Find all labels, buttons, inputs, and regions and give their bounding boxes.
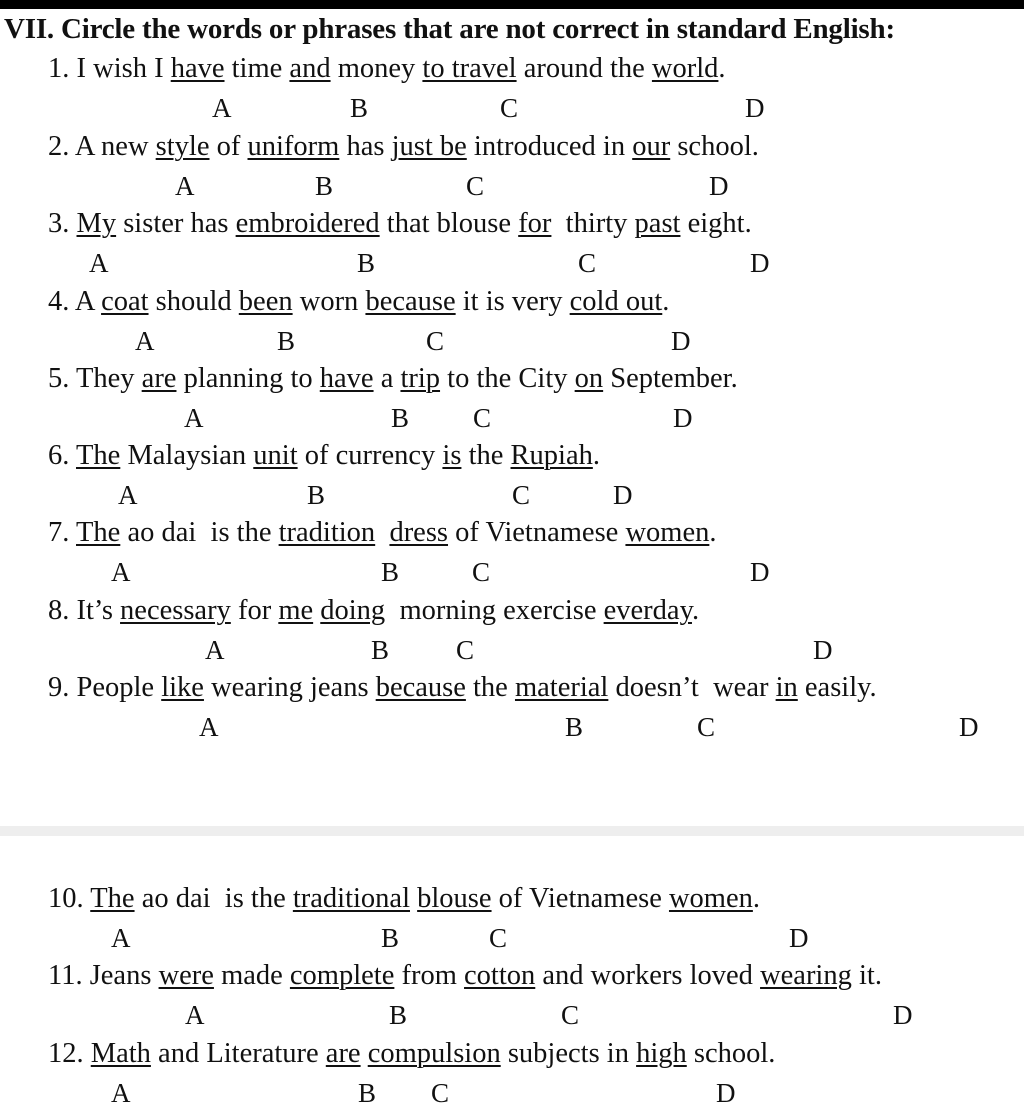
underlined-option[interactable]: our bbox=[632, 131, 671, 162]
option-label-a: A bbox=[205, 635, 225, 665]
option-label-c: C bbox=[697, 712, 716, 742]
option-label-a: A bbox=[135, 326, 155, 356]
sentence-text: to the City bbox=[440, 363, 575, 394]
option-label-d: D bbox=[750, 557, 770, 587]
option-label-d: D bbox=[750, 248, 770, 278]
underlined-option[interactable]: cold out bbox=[569, 286, 663, 317]
underlined-option[interactable]: unit bbox=[253, 440, 298, 471]
option-label-b: B bbox=[381, 923, 400, 953]
option-label-a: A bbox=[89, 248, 109, 278]
sentence-text: 8. It’s bbox=[48, 595, 121, 626]
sentence-text: school. bbox=[670, 131, 759, 162]
sentence-text: 1. I wish I bbox=[48, 53, 171, 84]
underlined-option[interactable]: dress bbox=[389, 517, 449, 548]
sentence-text: a bbox=[373, 363, 401, 394]
question-11 bbox=[48, 960, 882, 992]
option-label-b: B bbox=[350, 93, 369, 123]
underlined-option[interactable]: on bbox=[574, 363, 604, 394]
underlined-option[interactable]: The bbox=[76, 440, 121, 471]
underlined-option[interactable]: compulsion bbox=[367, 1038, 501, 1069]
underlined-option[interactable]: because bbox=[365, 286, 456, 317]
option-label-d: D bbox=[709, 171, 729, 201]
underlined-option[interactable]: past bbox=[634, 208, 681, 239]
option-label-b: B bbox=[389, 1000, 408, 1030]
sentence-text: wearing jeans bbox=[203, 672, 376, 703]
sentence-text: 7. bbox=[48, 517, 76, 548]
underlined-option[interactable]: Rupiah bbox=[510, 440, 593, 471]
option-label-c: C bbox=[489, 923, 508, 953]
question-9 bbox=[48, 672, 877, 704]
question-4 bbox=[48, 286, 669, 318]
underlined-option[interactable]: are bbox=[141, 363, 177, 394]
sentence-text: 3. bbox=[48, 208, 77, 239]
option-label-d: D bbox=[959, 712, 979, 742]
sentence-text: ao dai is the bbox=[120, 517, 279, 548]
sentence-text: the bbox=[461, 440, 511, 471]
sentence-text: . bbox=[691, 595, 700, 626]
sentence-text: ao dai is the bbox=[134, 883, 293, 914]
option-label-d: D bbox=[716, 1078, 736, 1108]
question-3 bbox=[48, 208, 752, 240]
sentence-text: 10. bbox=[48, 883, 91, 914]
option-label-c: C bbox=[500, 93, 519, 123]
option-label-d: D bbox=[813, 635, 833, 665]
sentence-text: money bbox=[330, 53, 423, 84]
option-label-a: A bbox=[111, 923, 131, 953]
underlined-option[interactable]: and bbox=[289, 53, 331, 84]
sentence-text: of Vietnamese bbox=[448, 517, 626, 548]
option-label-b: B bbox=[391, 403, 410, 433]
option-label-d: D bbox=[671, 326, 691, 356]
option-label-b: B bbox=[565, 712, 584, 742]
option-label-a: A bbox=[199, 712, 219, 742]
sentence-text: 4. A bbox=[48, 286, 102, 317]
option-label-d: D bbox=[745, 93, 765, 123]
option-label-c: C bbox=[426, 326, 445, 356]
option-label-c: C bbox=[578, 248, 597, 278]
sentence-text: . bbox=[718, 53, 726, 84]
question-6 bbox=[48, 440, 600, 472]
underlined-option[interactable]: embroidered bbox=[235, 208, 380, 239]
underlined-option[interactable]: world bbox=[651, 53, 719, 84]
sentence-text bbox=[375, 517, 389, 548]
sentence-text: it. bbox=[851, 960, 882, 991]
option-label-c: C bbox=[431, 1078, 450, 1108]
underlined-option[interactable]: coat bbox=[101, 286, 149, 317]
underlined-option[interactable]: were bbox=[158, 960, 214, 991]
underlined-option[interactable]: women bbox=[625, 517, 710, 548]
underlined-option[interactable]: is bbox=[442, 440, 462, 471]
sentence-text: sister has bbox=[116, 208, 236, 239]
exercise-title: VII. Circle the words or phrases that are not correct in standard English: bbox=[4, 13, 895, 45]
question-1 bbox=[48, 53, 726, 85]
underlined-option[interactable]: complete bbox=[289, 960, 395, 991]
underlined-option[interactable]: Math bbox=[90, 1038, 151, 1069]
option-label-c: C bbox=[472, 557, 491, 587]
sentence-text: that blouse bbox=[379, 208, 519, 239]
option-label-b: B bbox=[277, 326, 296, 356]
page-separator bbox=[0, 826, 1024, 836]
underlined-option[interactable]: everday bbox=[603, 595, 692, 626]
question-7 bbox=[48, 517, 716, 549]
option-label-a: A bbox=[212, 93, 232, 123]
sentence-text: . bbox=[662, 286, 670, 317]
sentence-text: eight. bbox=[680, 208, 752, 239]
underlined-option[interactable]: tradition bbox=[278, 517, 376, 548]
option-label-d: D bbox=[613, 480, 633, 510]
option-label-d: D bbox=[893, 1000, 913, 1030]
sentence-text: and Literature bbox=[150, 1038, 326, 1069]
option-label-b: B bbox=[358, 1078, 377, 1108]
underlined-option[interactable]: been bbox=[238, 286, 293, 317]
option-label-a: A bbox=[184, 403, 204, 433]
underlined-option[interactable]: have bbox=[170, 53, 225, 84]
sentence-text: subjects in bbox=[500, 1038, 637, 1069]
option-label-c: C bbox=[512, 480, 531, 510]
sentence-text: of currency bbox=[297, 440, 443, 471]
sentence-text: easily. bbox=[797, 672, 877, 703]
sentence-text: 6. bbox=[48, 440, 76, 471]
option-label-d: D bbox=[789, 923, 809, 953]
underlined-option[interactable]: high bbox=[636, 1038, 687, 1069]
sentence-text: morning exercise bbox=[385, 595, 604, 626]
sentence-text: it is very bbox=[455, 286, 570, 317]
underlined-option[interactable]: to travel bbox=[422, 53, 517, 84]
sentence-text: thirty bbox=[551, 208, 635, 239]
underlined-option[interactable]: The bbox=[76, 517, 121, 548]
sentence-text: around the bbox=[516, 53, 652, 84]
sentence-text: . bbox=[709, 517, 717, 548]
sentence-text: introduced in bbox=[466, 131, 633, 162]
underlined-option[interactable]: wearing bbox=[760, 960, 852, 991]
underlined-option[interactable]: in bbox=[775, 672, 798, 703]
sentence-text: school. bbox=[686, 1038, 776, 1069]
sentence-text: worn bbox=[292, 286, 366, 317]
sentence-text: planning to bbox=[176, 363, 320, 394]
sentence-text: and workers loved bbox=[535, 960, 761, 991]
underlined-option[interactable]: cotton bbox=[464, 960, 536, 991]
sentence-text: for bbox=[230, 595, 279, 626]
sentence-text: 9. People bbox=[48, 672, 162, 703]
underlined-option[interactable]: traditional bbox=[292, 883, 410, 914]
underlined-option[interactable]: me bbox=[278, 595, 314, 626]
underlined-option[interactable]: women bbox=[668, 883, 753, 914]
underlined-option[interactable]: blouse bbox=[417, 883, 492, 914]
option-label-c: C bbox=[561, 1000, 580, 1030]
sentence-text bbox=[361, 1038, 368, 1069]
underlined-option[interactable]: trip bbox=[400, 363, 441, 394]
underlined-option[interactable]: are bbox=[325, 1038, 361, 1069]
question-8 bbox=[48, 595, 699, 627]
underlined-option[interactable]: necessary bbox=[120, 595, 231, 626]
question-2 bbox=[48, 131, 759, 163]
option-label-b: B bbox=[315, 171, 334, 201]
option-label-c: C bbox=[466, 171, 485, 201]
underlined-option[interactable]: doing bbox=[320, 595, 386, 626]
option-label-a: A bbox=[175, 171, 195, 201]
option-label-a: A bbox=[111, 1078, 131, 1108]
option-label-a: A bbox=[118, 480, 138, 510]
underlined-option[interactable]: for bbox=[518, 208, 552, 239]
sentence-text: 2. A new bbox=[48, 131, 156, 162]
underlined-option[interactable]: uniform bbox=[247, 131, 340, 162]
sentence-text: time bbox=[224, 53, 290, 84]
option-label-a: A bbox=[185, 1000, 205, 1030]
option-label-c: C bbox=[456, 635, 475, 665]
option-label-d: D bbox=[673, 403, 693, 433]
underlined-option[interactable]: My bbox=[76, 208, 117, 239]
sentence-text: the bbox=[465, 672, 515, 703]
underlined-option[interactable]: just be bbox=[391, 131, 467, 162]
sentence-text: 11. Jeans bbox=[48, 960, 159, 991]
sentence-text: doesn’t wear bbox=[608, 672, 776, 703]
sentence-text: . bbox=[752, 883, 760, 914]
sentence-text: Malaysian bbox=[120, 440, 254, 471]
sentence-text: from bbox=[394, 960, 465, 991]
sentence-text: of bbox=[209, 131, 248, 162]
sentence-text: 12. bbox=[48, 1038, 91, 1069]
option-label-a: A bbox=[111, 557, 131, 587]
sentence-text: of Vietnamese bbox=[491, 883, 669, 914]
option-label-b: B bbox=[371, 635, 390, 665]
sentence-text: 5. They bbox=[48, 363, 142, 394]
option-label-c: C bbox=[473, 403, 492, 433]
underlined-option[interactable]: The bbox=[90, 883, 135, 914]
sentence-text: . bbox=[592, 440, 600, 471]
option-label-b: B bbox=[307, 480, 326, 510]
sentence-text: should bbox=[148, 286, 239, 317]
underlined-option[interactable]: because bbox=[375, 672, 466, 703]
underlined-option[interactable]: style bbox=[155, 131, 210, 162]
question-12 bbox=[48, 1038, 775, 1070]
top-border bbox=[0, 0, 1024, 9]
sentence-text: made bbox=[213, 960, 290, 991]
underlined-option[interactable]: have bbox=[319, 363, 374, 394]
question-5 bbox=[48, 363, 738, 395]
underlined-option[interactable]: material bbox=[514, 672, 609, 703]
question-10 bbox=[48, 883, 760, 915]
sentence-text: September. bbox=[603, 363, 738, 394]
underlined-option[interactable]: like bbox=[161, 672, 204, 703]
sentence-text: has bbox=[339, 131, 392, 162]
option-label-b: B bbox=[357, 248, 376, 278]
option-label-b: B bbox=[381, 557, 400, 587]
